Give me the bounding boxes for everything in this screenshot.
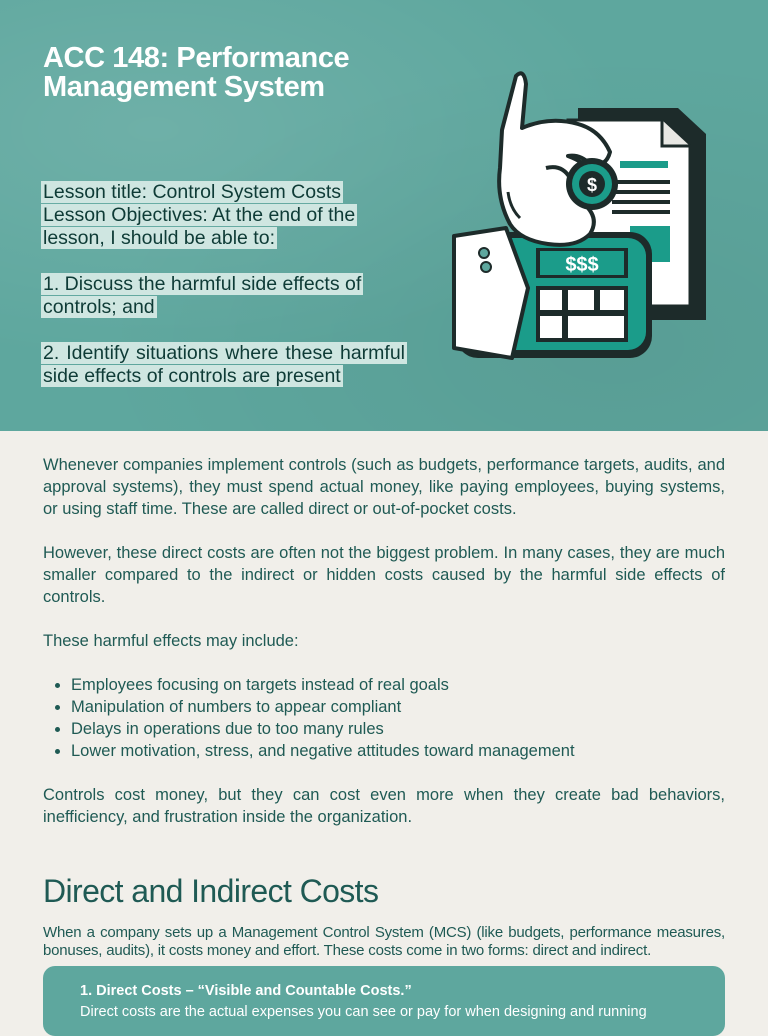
section-intro: When a company sets up a Management Control System (MCS) (like budgets, performance measures, bonuses, audits), it costs money and effort. These costs come in two forms: direct and indirect. (43, 924, 725, 959)
objective-2: 2. Identify situations where these harmful side effects of controls are present (43, 342, 405, 387)
title-line-1: ACC 148: Performance (43, 42, 350, 74)
list-item: • Delays in operations due to too many rules (71, 718, 725, 740)
price-label: $$$ (565, 254, 599, 276)
lesson-content (43, 454, 725, 850)
lesson-objectives (41, 181, 407, 388)
paragraph-harmful-effects-intro: These harmful effects may include: (43, 632, 299, 650)
page-title (43, 44, 463, 102)
list-item: • Employees focusing on targets instead of real goals (71, 674, 725, 696)
coin-icon (566, 158, 618, 210)
card-body: Direct costs are the actual expenses you can see or pay for when designing and running (80, 1004, 647, 1020)
hand-holding-coin-over-calculator-icon (450, 68, 710, 368)
objective-1: 1. Discuss the harmful side effects of controls; and (43, 273, 362, 318)
title-line-2: Management System (43, 71, 325, 103)
hero-banner (0, 0, 768, 431)
list-item: • Manipulation of numbers to appear compliant (71, 696, 725, 718)
section-heading: Direct and Indirect Costs (43, 873, 379, 909)
paragraph-direct-costs: Whenever companies implement controls (such as budgets, performance targets, audits, and approval systems), they must spend actual money, like paying employees, buying systems, or using staff time. These are called direct or out-of-pocket costs. (43, 456, 725, 518)
lesson-title: Lesson title: Control System Costs (43, 181, 342, 203)
direct-costs-card (43, 966, 725, 1036)
harmful-effects-list (43, 674, 725, 762)
list-item: • Lower motivation, stress, and negative attitudes toward management (71, 740, 725, 762)
card-title: 1. Direct Costs – “Visible and Countable Costs.” (80, 983, 412, 999)
paragraph-indirect-costs: However, these direct costs are often not the biggest problem. In many cases, they are much smaller compared to the indirect or hidden costs caused by the harmful side effects of controls. (43, 544, 725, 606)
objectives-intro: Lesson Objectives: At the end of the lesson, I should be able to: (43, 204, 356, 249)
coin-symbol: $ (586, 175, 598, 195)
paragraph-conclusion: Controls cost money, but they can cost even more when they create bad behaviors, inefficiency, and frustration inside the organization. (43, 786, 725, 826)
